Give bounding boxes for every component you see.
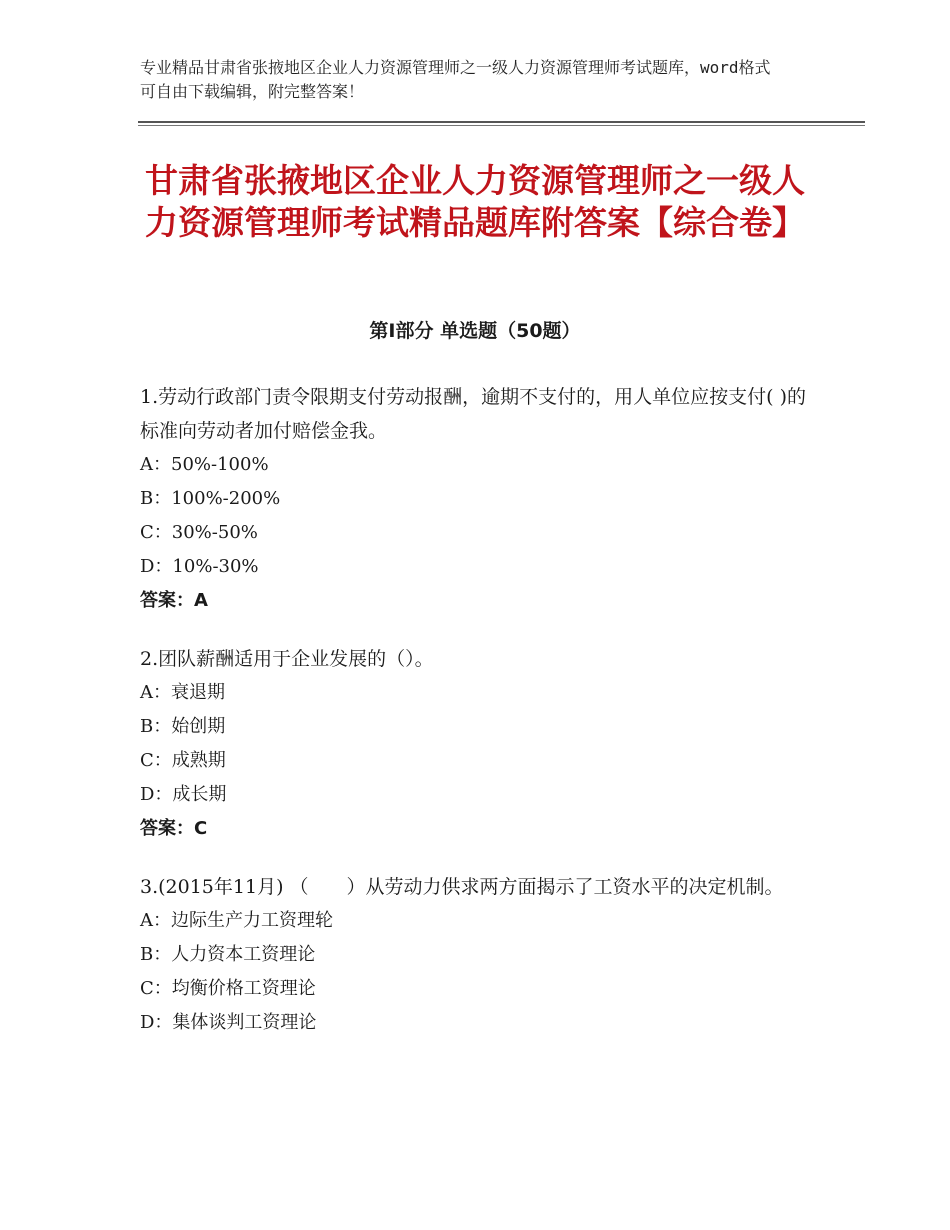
question-text: 3.(2015年11月) （ ）从劳动力供求两方面揭示了工资水平的决定机制。 [140, 876, 784, 898]
header-divider-thin [138, 125, 865, 126]
option-c: C：成熟期 [140, 750, 226, 771]
header-note: 专业精品甘肃省张掖地区企业人力资源管理师之一级人力资源管理师考试题库，word格式可自由下载编辑，附完整答案！ [140, 58, 771, 101]
section-title: 第Ⅰ部分 单选题（50题） [369, 320, 581, 342]
option-a: A：衰退期 [140, 682, 225, 703]
document-title: 甘肃省张掖地区企业人力资源管理师之一级人力资源管理师考试精品题库附答案【综合卷】 [145, 161, 805, 242]
question-3 [140, 870, 810, 1040]
option-b: B：100%-200% [140, 488, 281, 509]
header-divider-thick [138, 121, 865, 123]
answer: 答案：C [140, 818, 208, 839]
question-list [140, 380, 810, 1064]
option-a: A：边际生产力工资理轮 [140, 910, 333, 931]
option-d: D：集体谈判工资理论 [140, 1012, 317, 1033]
option-c: C：均衡价格工资理论 [140, 978, 316, 999]
option-d: D：10%-30% [140, 556, 259, 577]
option-b: B：始创期 [140, 716, 226, 737]
question-text: 2.团队薪酬适用于企业发展的（）。 [140, 648, 434, 670]
question-text: 1.劳动行政部门责令限期支付劳动报酬，逾期不支付的，用人单位应按支付( )的标准向劳动者加付赔偿金我。 [140, 386, 806, 442]
answer: 答案：A [140, 590, 208, 611]
option-d: D：成长期 [140, 784, 227, 805]
option-c: C：30%-50% [140, 522, 258, 543]
question-1 [140, 380, 810, 618]
option-a: A：50%-100% [140, 454, 269, 475]
option-b: B：人力资本工资理论 [140, 944, 316, 965]
question-2 [140, 642, 810, 846]
